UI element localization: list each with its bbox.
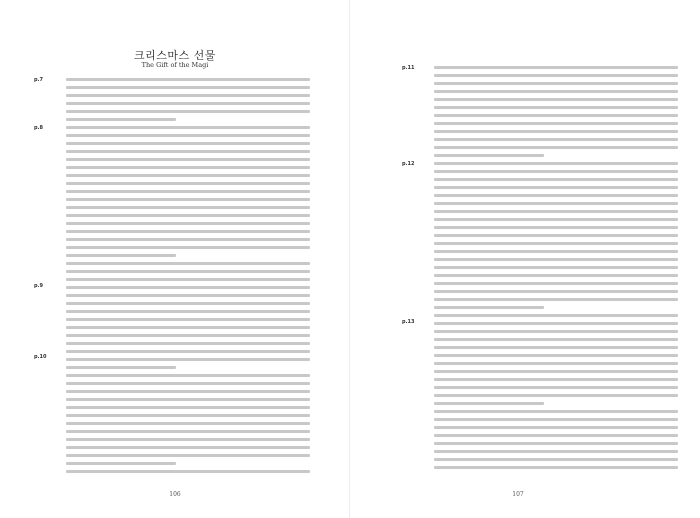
paragraph-label: p.9	[34, 283, 43, 289]
text-line	[434, 370, 678, 373]
text-line	[434, 338, 678, 341]
text-line	[66, 334, 310, 337]
text-line	[66, 126, 310, 129]
text-line	[66, 102, 310, 105]
text-line	[66, 198, 310, 201]
text-line	[434, 450, 678, 453]
story-title: 크리스마스 선물	[134, 49, 216, 62]
text-line	[434, 330, 678, 333]
text-line	[66, 230, 310, 233]
text-line	[434, 186, 678, 189]
text-line	[66, 222, 310, 225]
text-line	[66, 326, 310, 329]
text-line	[66, 390, 310, 393]
text-line	[66, 382, 310, 385]
text-line	[434, 82, 678, 85]
text-line	[66, 174, 310, 177]
text-line	[434, 402, 544, 405]
text-line	[66, 270, 310, 273]
text-line	[434, 322, 678, 325]
text-line	[434, 274, 678, 277]
text-line	[66, 430, 310, 433]
text-line	[434, 122, 678, 125]
text-line	[66, 278, 310, 281]
text-line	[66, 366, 176, 369]
text-line	[66, 118, 176, 121]
text-line	[66, 150, 310, 153]
text-line	[434, 458, 678, 461]
text-line	[66, 462, 176, 465]
page-number: 107	[512, 491, 524, 498]
text-line	[434, 282, 678, 285]
text-line	[434, 114, 678, 117]
text-line	[66, 262, 310, 265]
text-line	[434, 218, 678, 221]
right-page	[350, 0, 700, 518]
text-line	[434, 362, 678, 365]
text-line	[66, 342, 310, 345]
text-line	[434, 418, 678, 421]
text-line	[434, 378, 678, 381]
text-line	[66, 206, 310, 209]
text-line	[434, 162, 678, 165]
text-line	[434, 170, 678, 173]
text-line	[434, 74, 678, 77]
text-line	[434, 90, 678, 93]
text-line	[66, 182, 310, 185]
text-line	[434, 410, 678, 413]
text-line	[66, 414, 310, 417]
text-line	[66, 78, 310, 81]
text-line	[66, 246, 310, 249]
text-line	[434, 146, 678, 149]
text-line	[434, 234, 678, 237]
text-line	[434, 346, 678, 349]
text-line	[66, 302, 310, 305]
page-number: 106	[169, 491, 181, 498]
paragraph-label: p.8	[34, 125, 43, 131]
text-line	[434, 154, 544, 157]
text-line	[66, 110, 310, 113]
text-line	[434, 130, 678, 133]
text-line	[66, 214, 310, 217]
text-line	[434, 226, 678, 229]
text-line	[66, 158, 310, 161]
text-line	[434, 266, 678, 269]
text-line	[66, 254, 176, 257]
text-line	[66, 86, 310, 89]
text-line	[434, 194, 678, 197]
text-line	[434, 138, 678, 141]
text-line	[66, 94, 310, 97]
text-line	[66, 358, 310, 361]
text-line	[434, 250, 678, 253]
text-line	[434, 242, 678, 245]
text-line	[434, 66, 678, 69]
paragraph-label: p.10	[34, 354, 47, 360]
text-line	[66, 438, 310, 441]
paragraph-label: p.13	[402, 319, 415, 325]
text-line	[66, 422, 310, 425]
text-line	[434, 394, 678, 397]
text-line	[434, 314, 678, 317]
text-line	[66, 350, 310, 353]
text-line	[66, 318, 310, 321]
text-line	[66, 310, 310, 313]
text-line	[434, 306, 544, 309]
text-line	[66, 470, 310, 473]
text-line	[434, 386, 678, 389]
text-line	[66, 294, 310, 297]
text-line	[434, 290, 678, 293]
text-line	[434, 466, 678, 469]
text-line	[66, 190, 310, 193]
text-line	[66, 398, 310, 401]
text-line	[66, 286, 310, 289]
paragraph-label: p.12	[402, 161, 415, 167]
story-subtitle: The Gift of the Magi	[141, 61, 209, 69]
text-line	[66, 406, 310, 409]
paragraph-label: p.7	[34, 77, 43, 83]
text-line	[434, 202, 678, 205]
text-line	[434, 434, 678, 437]
text-line	[66, 238, 310, 241]
text-line	[66, 374, 310, 377]
text-line	[66, 134, 310, 137]
text-line	[66, 142, 310, 145]
text-line	[434, 442, 678, 445]
text-line	[434, 258, 678, 261]
text-line	[434, 210, 678, 213]
text-line	[434, 178, 678, 181]
text-line	[434, 426, 678, 429]
text-line	[66, 446, 310, 449]
text-line	[434, 106, 678, 109]
text-line	[66, 166, 310, 169]
text-line	[434, 354, 678, 357]
text-line	[434, 298, 678, 301]
paragraph-label: p.11	[402, 65, 415, 71]
text-line	[434, 98, 678, 101]
text-line	[66, 454, 310, 457]
